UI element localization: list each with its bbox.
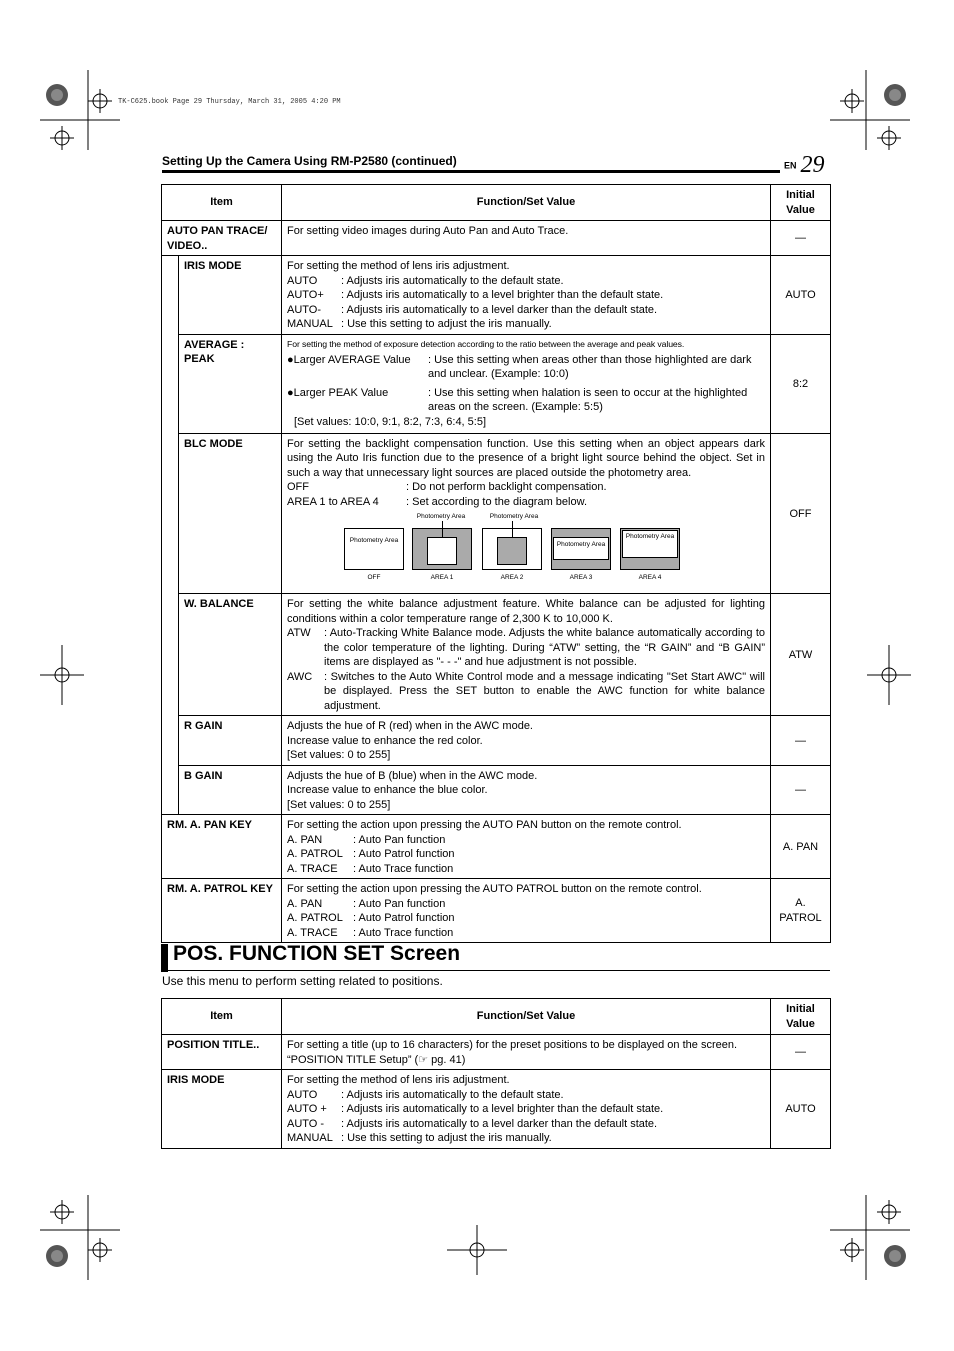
- desc-rm-pan: [282, 815, 771, 879]
- table-row: [162, 879, 831, 943]
- opt-val: : Adjusts iris automatically to a level darker than the default state.: [341, 1117, 658, 1130]
- opt-key: A. PATROL: [287, 912, 343, 924]
- indent-cell: [162, 256, 179, 815]
- table-row: [162, 716, 831, 766]
- diagram-area2-inner: [497, 537, 527, 565]
- opt-val: : Auto Trace function: [353, 862, 454, 875]
- opt-val: : Auto Pan function: [353, 833, 446, 846]
- pos-title-link[interactable]: “POSITION TITLE Setup” (☞ pg. 41): [287, 1053, 466, 1066]
- opt-key: ●Larger PEAK Value: [287, 386, 389, 399]
- diagram-label-off: OFF: [367, 574, 381, 581]
- opt-key: A. PAN: [287, 897, 323, 910]
- page-number: [784, 152, 825, 179]
- diagram-area4-label: Photometry Area: [625, 533, 675, 540]
- opt-key: A. PATROL: [287, 848, 343, 860]
- section-marker: [161, 944, 168, 972]
- value-auto-pan: —: [771, 221, 831, 256]
- photometry-diagram: [287, 513, 765, 591]
- diagram-label-area1: AREA 1: [430, 574, 454, 581]
- opt-key: AUTO: [287, 1088, 318, 1101]
- bgain-line: Adjusts the hue of B (blue) when in the AWC mode.: [287, 769, 538, 782]
- opt-key: MANUAL: [287, 318, 333, 330]
- opt-val: : Use this setting to adjust the iris manually.: [341, 1132, 552, 1144]
- opt-val: : Use this setting when halation is seen to occur at the highlighted areas on the screen. (Example: 5:5): [428, 386, 748, 413]
- section-title: POS. FUNCTION SET Screen: [173, 942, 461, 965]
- table-row: [162, 1035, 831, 1070]
- diagram-area1-inner: [427, 537, 457, 565]
- table-row: [162, 1070, 831, 1149]
- pos-title-line: For setting a title (up to 16 characters) for the preset positions to be displayed on the screen.: [287, 1039, 738, 1051]
- bgain-line: Increase value to enhance the blue color.: [287, 784, 488, 796]
- diagram-label-area2: AREA 2: [500, 574, 524, 581]
- diagram-off-area-label: Photometry Area: [349, 537, 399, 544]
- opt-val: : Auto Trace function: [353, 926, 454, 939]
- opt-key: AREA 1 to AREA 4: [287, 495, 379, 508]
- col-initial: Initial Value: [771, 185, 831, 221]
- diagram-label-area3: AREA 3: [569, 574, 593, 581]
- opt-val: : Adjusts iris automatically to a level brighter than the default state.: [341, 1103, 664, 1115]
- item-auto-pan: AUTO PAN TRACE/ VIDEO..: [162, 221, 282, 256]
- item-blc: BLC MODE: [179, 433, 282, 594]
- opt-val: : Auto Patrol function: [353, 848, 455, 860]
- col-item: Item: [162, 999, 282, 1035]
- col-function: Function/Set Value: [282, 999, 771, 1035]
- opt-val: : Adjusts iris automatically to the default state.: [341, 274, 564, 287]
- desc-bgain: [282, 765, 771, 815]
- opt-key: AUTO +: [287, 1103, 327, 1115]
- table-row: [162, 594, 831, 716]
- lang-code: EN: [784, 160, 797, 171]
- section-desc: Use this menu to perform setting related to positions.: [162, 974, 443, 988]
- opt-key: ATW: [287, 627, 311, 639]
- col-initial: Initial Value: [771, 999, 831, 1035]
- col-item: Item: [162, 185, 282, 221]
- opt-key: OFF: [287, 481, 309, 493]
- opt-key: A. TRACE: [287, 926, 338, 939]
- table-row: [162, 433, 831, 594]
- item-pos-iris: IRIS MODE: [162, 1070, 282, 1149]
- opt-key: A. PAN: [287, 833, 323, 846]
- diagram-area3-label: Photometry Area: [556, 541, 606, 548]
- wb-desc: For setting the white balance adjustment feature. White balance can be adjusted for lighting conditions within a color temperature range of 2,300 K to 10,000 K.: [287, 598, 765, 625]
- desc-iris: [282, 256, 771, 335]
- item-iris: IRIS MODE: [179, 256, 282, 335]
- item-wb: W. BALANCE: [179, 594, 282, 716]
- opt-val: : Adjusts iris automatically to a level brighter than the default state.: [341, 289, 664, 301]
- opt-key: A. TRACE: [287, 862, 338, 875]
- value-wb: ATW: [771, 594, 831, 716]
- col-function: Function/Set Value: [282, 185, 771, 221]
- value-pos-iris: AUTO: [771, 1070, 831, 1149]
- desc-rgain: [282, 716, 771, 766]
- opt-val: : Use this setting when areas other than those highlighted are dark and unclear. (Example: 10:0): [428, 353, 752, 380]
- value-average: 8:2: [771, 334, 831, 433]
- desc-blc: [282, 433, 771, 594]
- pos-iris-desc: For setting the method of lens iris adjustment.: [287, 1074, 510, 1086]
- opt-key: ●Larger AVERAGE Value: [287, 353, 411, 366]
- blc-desc: For setting the backlight compensation function. Use this setting when an object appears dark using the Auto Iris function due to the presence of a bright light source behind the object. Set in such a way that unnecessary light sources are placed outside the photometry area.: [287, 437, 765, 479]
- settings-table: [161, 184, 831, 943]
- opt-key: MANUAL: [287, 1132, 333, 1144]
- desc-rm-patrol: [282, 879, 771, 943]
- opt-key: AUTO-: [287, 303, 322, 316]
- item-rm-pan: RM. A. PAN KEY: [162, 815, 282, 879]
- page-header: Setting Up the Camera Using RM-P2580 (continued): [162, 154, 457, 168]
- opt-val: : Adjusts iris automatically to the default state.: [341, 1088, 564, 1101]
- table-row: [162, 256, 831, 335]
- diagram-off-frame: [344, 528, 404, 570]
- opt-val: : Auto-Tracking White Balance mode. Adjusts the white balance automatically according to the color temperature of the lighting. During “ATW” setting, the “R GAIN” and “B GAIN” items are displayed as "- - -" and hue adjustment is not possible.: [324, 627, 765, 668]
- bgain-line: [Set values: 0 to 255]: [287, 798, 391, 811]
- table-row: [162, 815, 831, 879]
- opt-val: : Adjusts iris automatically to a level darker than the default state.: [341, 303, 658, 316]
- pos-function-table: [161, 998, 831, 1149]
- value-rgain: —: [771, 716, 831, 766]
- diagram-area1-pointer: [442, 521, 443, 538]
- item-bgain: B GAIN: [179, 765, 282, 815]
- item-pos-title: POSITION TITLE..: [162, 1035, 282, 1070]
- header-rule: [162, 170, 780, 173]
- section-rule: [161, 970, 830, 971]
- table-row: [162, 765, 831, 815]
- item-average: AVERAGE : PEAK: [179, 334, 282, 433]
- value-rm-pan: A. PAN: [771, 815, 831, 879]
- diagram-area2-callout: Photometry Area: [489, 513, 539, 520]
- value-pos-title: —: [771, 1035, 831, 1070]
- opt-key: AUTO: [287, 274, 318, 287]
- rgain-line: [Set values: 0 to 255]: [287, 749, 391, 761]
- rm-pan-desc: For setting the action upon pressing the AUTO PAN button on the remote control.: [287, 819, 682, 831]
- opt-key: AWC: [287, 670, 313, 683]
- rgain-line: Increase value to enhance the red color.: [287, 734, 483, 747]
- desc-average: [282, 334, 771, 433]
- value-blc: OFF: [771, 433, 831, 594]
- average-desc: For setting the method of exposure detection according to the ratio between the average and peak values.: [287, 338, 685, 349]
- item-rgain: R GAIN: [179, 716, 282, 766]
- desc-auto-pan: For setting video images during Auto Pan and Auto Trace.: [282, 221, 771, 256]
- desc-wb: [282, 594, 771, 716]
- diagram-area2-pointer: [512, 521, 513, 538]
- table-row: [162, 221, 831, 256]
- iris-desc: For setting the method of lens iris adjustment.: [287, 260, 510, 272]
- diagram-label-area4: AREA 4: [638, 574, 662, 581]
- item-rm-patrol: RM. A. PATROL KEY: [162, 879, 282, 943]
- table-row: [162, 334, 831, 433]
- opt-val: : Do not perform backlight compensation.: [406, 481, 607, 493]
- value-bgain: —: [771, 765, 831, 815]
- opt-val: : Set according to the diagram below.: [406, 495, 587, 508]
- value-rm-patrol: A. PATROL: [771, 879, 831, 943]
- opt-val: : Use this setting to adjust the iris manually.: [341, 318, 552, 330]
- opt-key: AUTO+: [287, 289, 324, 301]
- value-iris: AUTO: [771, 256, 831, 335]
- rgain-line: Adjusts the hue of R (red) when in the AWC mode.: [287, 720, 533, 732]
- opt-val: : Auto Patrol function: [353, 912, 455, 924]
- rm-patrol-desc: For setting the action upon pressing the AUTO PATROL button on the remote control.: [287, 883, 702, 895]
- print-info: TK-C625.book Page 29 Thursday, March 31, 2005 4:20 PM: [118, 98, 341, 106]
- average-set-values: [Set values: 10:0, 9:1, 8:2, 7:3, 6:4, 5:5]: [294, 415, 487, 428]
- opt-val: : Switches to the Auto White Control mode and a message indicating "Set Start AWC" will be displayed. Press the SET button to enable the AWC function for white balance adjustment.: [324, 670, 765, 712]
- diagram-area1-callout: Photometry Area: [416, 513, 466, 520]
- opt-val: : Auto Pan function: [353, 897, 446, 910]
- desc-pos-iris: [282, 1070, 771, 1149]
- opt-key: AUTO -: [287, 1117, 325, 1130]
- page-num: 29: [800, 152, 825, 178]
- desc-pos-title: [282, 1035, 771, 1070]
